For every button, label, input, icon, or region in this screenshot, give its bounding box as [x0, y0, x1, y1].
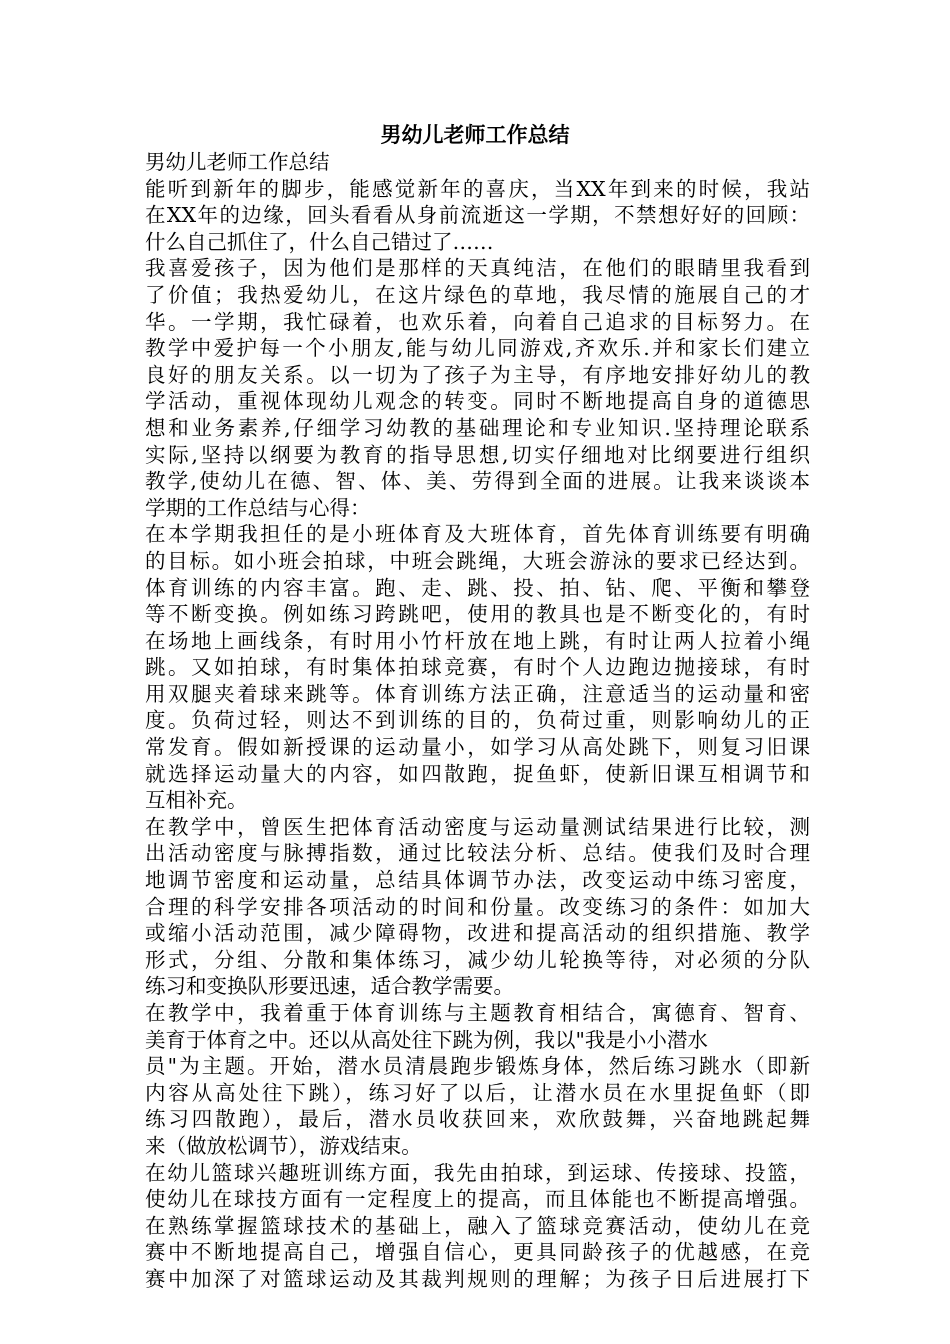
text-line: 用双腿夹着球来跳等。体育训练方法正确，注意适当的运动量和密: [145, 681, 810, 706]
text-line: 我喜爱孩子，因为他们是那样的天真纯洁，在他们的眼睛里我看到: [145, 256, 810, 281]
text-line: 美育于体育之中。还以从高处往下跳为例，我以"我是小小潜水: [145, 1027, 708, 1052]
text-line: 在XX年的边缘，回头看看从身前流逝这一学期，不禁想好好的回顾：: [145, 203, 810, 228]
text-line: 合理的科学安排各项活动的时间和份量。改变练习的条件：如加大: [145, 894, 810, 919]
text-line: 在本学期我担任的是小班体育及大班体育，首先体育训练要有明确: [145, 522, 810, 547]
text-line: 教学中爱护每一个小朋友,能与幼儿同游戏,齐欢乐.并和家长们建立: [145, 336, 810, 361]
text-line: 男幼儿老师工作总结: [145, 150, 330, 174]
text-line: 就选择运动量大的内容，如四散跑，捉鱼虾，使新旧课互相调节和: [145, 761, 810, 786]
text-line: 良好的朋友关系。以一切为了孩子为主导，有序地安排好幼儿的教: [145, 362, 810, 387]
text-line: 了价值；我热爱幼儿，在这片绿色的草地，我尽情的施展自己的才: [145, 282, 810, 307]
text-line: 常发育。假如新授课的运动量小，如学习从高处跳下，则复习旧课: [145, 735, 810, 760]
text-line: 来（做放松调节），游戏结束。: [145, 1133, 422, 1158]
text-line: 内容从高处往下跳），练习好了以后，让潜水员在水里捉鱼虾（即: [145, 1080, 810, 1105]
text-line: 赛中加深了对篮球运动及其裁判规则的理解；为孩子日后进展打下: [145, 1266, 810, 1291]
text-line: 使幼儿在球技方面有一定程度上的提高，而且体能也不断提高增强。: [145, 1187, 810, 1212]
text-line: 学活动，重视体现幼儿观念的转变。同时不断地提高自身的道德思: [145, 389, 810, 414]
text-line: 出活动密度与脉搏指数，通过比较法分析、总结。使我们及时合理: [145, 841, 810, 866]
text-line: 学期的工作总结与心得：: [145, 495, 371, 520]
text-line: 在教学中，我着重于体育训练与主题教育相结合，寓德育、智育、: [145, 1001, 810, 1025]
text-line: 练习四散跑），最后，潜水员收获回来，欢欣鼓舞，兴奋地跳起舞: [145, 1107, 810, 1132]
text-line: 教学,使幼儿在德、智、体、美、劳得到全面的进展。让我来谈谈本: [145, 469, 810, 494]
document-title: 男幼儿老师工作总结: [380, 122, 570, 147]
text-line: 形式，分组、分散和集体练习，减少幼儿轮换等待，对必须的分队: [145, 947, 810, 972]
text-line: 的目标。如小班会拍球，中班会跳绳，大班会游泳的要求已经达到。: [145, 548, 810, 573]
text-line: 地调节密度和运动量，总结具体调节办法，改变运动中练习密度，: [145, 868, 810, 893]
text-line: 实际,坚持以纲要为教育的指导思想,切实仔细地对比纲要进行组织: [145, 442, 810, 467]
text-line: 想和业务素养,仔细学习幼教的基础理论和专业知识.坚持理论联系: [145, 415, 810, 440]
text-line: 体育训练的内容丰富。跑、走、跳、投、拍、钻、爬、平衡和攀登: [145, 575, 810, 600]
text-line: 能听到新年的脚步，能感觉新年的喜庆，当XX年到来的时候，我站: [145, 176, 810, 201]
text-line: 跳。又如拍球，有时集体拍球竞赛，有时个人边跑边抛接球，有时: [145, 655, 810, 680]
text-line: 在教学中，曾医生把体育活动密度与运动量测试结果进行比较，测: [145, 814, 810, 839]
text-line: 等不断变换。例如练习跨跳吧，使用的教具也是不断变化的，有时: [145, 602, 810, 627]
text-line: 在幼儿篮球兴趣班训练方面，我先由拍球，到运球、传接球、投篮，: [145, 1160, 810, 1185]
text-line: 在熟练掌握篮球技术的基础上，融入了篮球竞赛活动，使幼儿在竞: [145, 1213, 810, 1238]
document-body: [145, 149, 810, 1293]
text-line: 员"为主题。开始，潜水员清晨跑步锻炼身体，然后练习跳水（即新: [145, 1054, 810, 1079]
text-line: 度。负荷过轻，则达不到训练的目的，负荷过重，则影响幼儿的正: [145, 708, 810, 733]
text-line: 互相补充。: [145, 788, 248, 813]
text-line: 什么自己抓住了，什么自己错过了……: [145, 229, 494, 254]
text-line: 赛中不断地提高自己，增强自信心，更具同龄孩子的优越感，在竞: [145, 1240, 810, 1265]
text-line: 华。一学期，我忙碌着，也欢乐着，向着自己追求的目标努力。在: [145, 309, 810, 334]
text-line: 在场地上画线条，有时用小竹杆放在地上跳，有时让两人拉着小绳: [145, 628, 810, 653]
text-line: 练习和变换队形要迅速，适合教学需要。: [145, 974, 514, 999]
text-line: 或缩小活动范围，减少障碍物，改进和提高活动的组织措施、教学: [145, 921, 810, 946]
